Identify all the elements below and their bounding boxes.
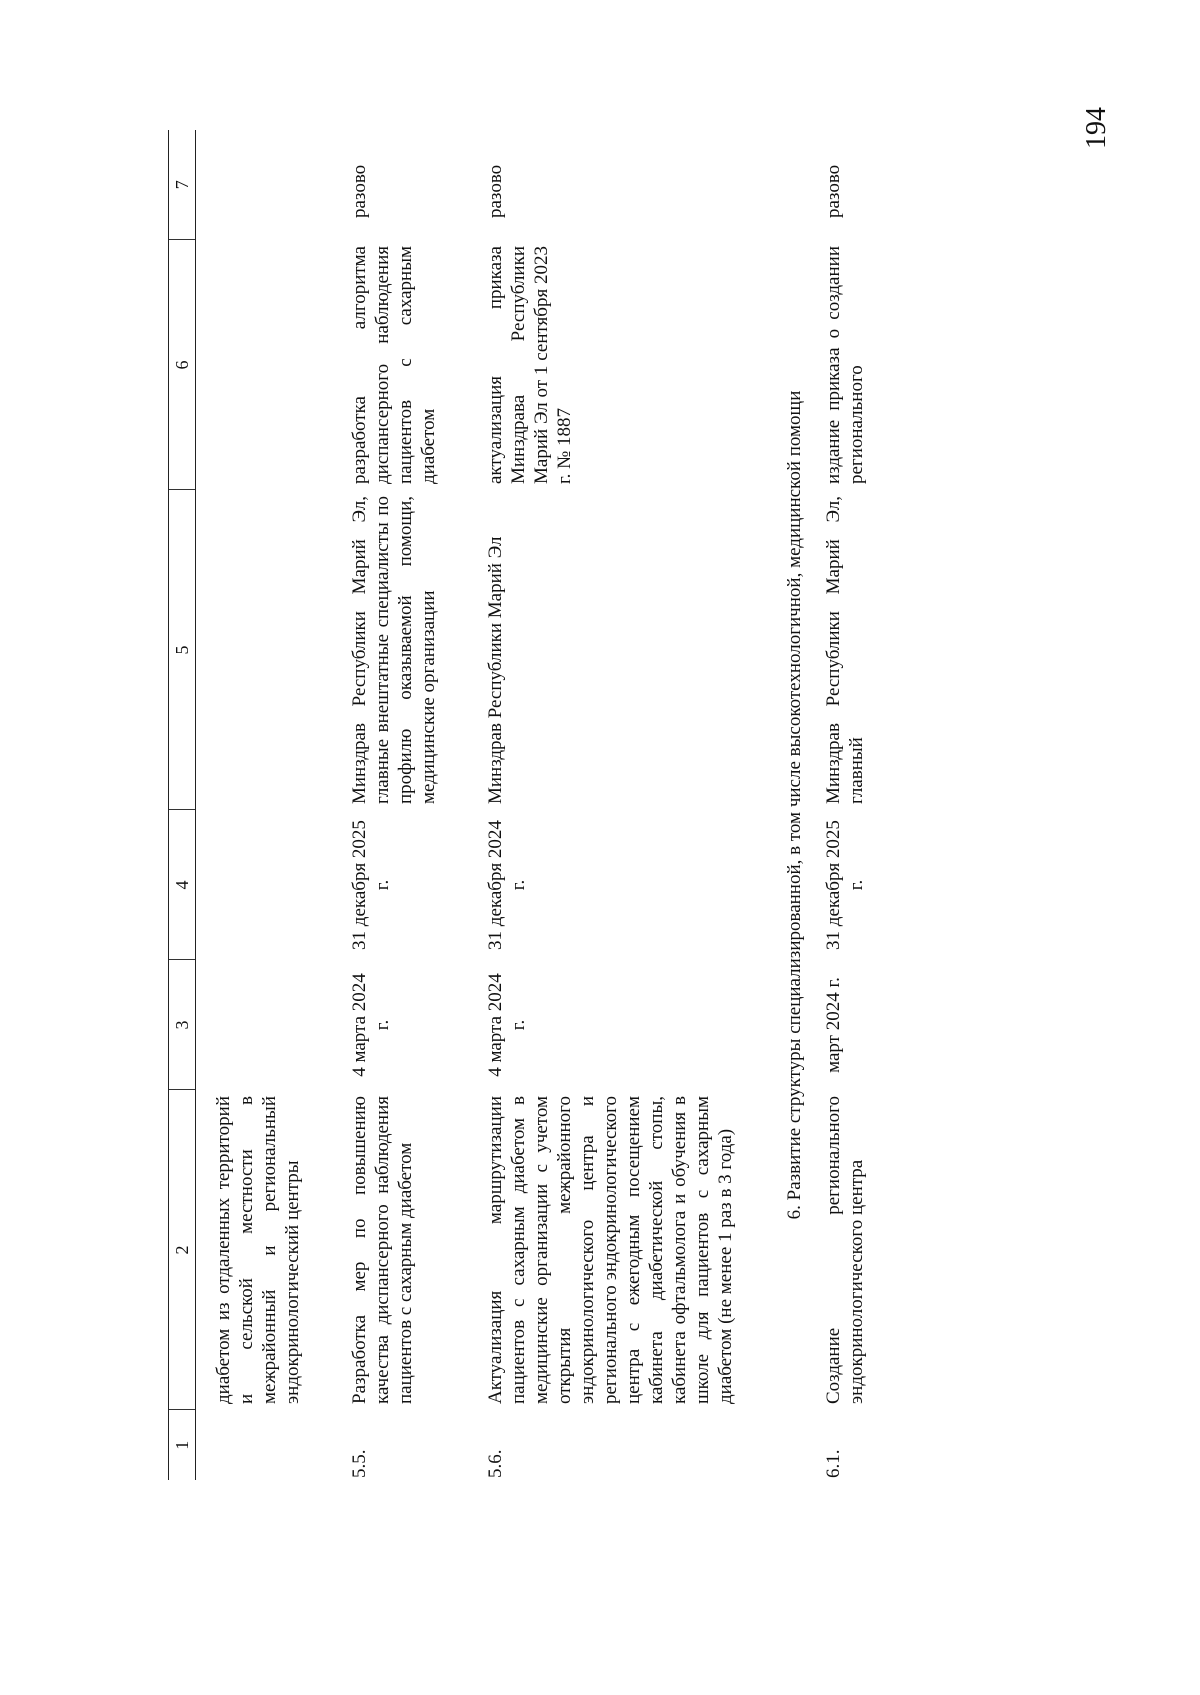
cell-responsible: Минздрав Республики Марий Эл, главный	[823, 496, 867, 804]
cell-start-date: 4 марта 2024 г.	[349, 973, 393, 1077]
table-row-continuation	[196, 130, 305, 1480]
cell-end-date: 31 декабря 2025 г.	[823, 820, 867, 950]
table-header-row	[169, 130, 196, 1480]
cell-frequency: разово	[823, 164, 844, 218]
table-row	[440, 130, 737, 1480]
column-header: 1	[169, 1410, 196, 1480]
table-row	[806, 130, 868, 1480]
column-header: 3	[169, 960, 196, 1090]
cell-result: актуализация приказа Минздрава Республики Марий Эл от 1 сентября 2023 г. № 1887	[485, 246, 575, 484]
section-heading-row	[737, 130, 806, 1480]
cell-number: 5.6.	[485, 1449, 506, 1478]
cell-responsible: Минздрав Республики Марий Эл	[485, 536, 506, 804]
cell-end-date: 31 декабря 2024 г.	[485, 820, 529, 950]
page-number: 194	[1081, 107, 1112, 149]
column-header: 4	[169, 810, 196, 960]
cell-measure: диабетом из отдаленных территорий и сельской местности в межрайонный и региональный эндокринологический центры	[213, 1096, 303, 1404]
cell-frequency: разово	[349, 164, 370, 218]
cell-result: издание приказа о создании регионального	[823, 246, 867, 484]
cell-measure: Актуализация маршрутизации пациентов с сахарным диабетом в медицинские организации с учетом открытия межрайонного эндокринологического центра и регионального эндокринологического центра с ежегодным посещением кабинета диабетической стопы, кабинета офтальмолога и обучения в школе для пациентов с сахарным диабетом (не менее 1 раз в 3 года)	[485, 1096, 736, 1404]
cell-responsible: Минздрав Республики Марий Эл, главные внештатные специалисты по профилю оказываемой помощи, медицинские организации	[349, 496, 439, 804]
cell-frequency: разово	[485, 164, 506, 218]
cell-result: разработка алгоритма диспансерного наблюдения пациентов с сахарным диабетом	[349, 246, 439, 484]
action-plan-table	[168, 130, 868, 1480]
table-row	[304, 130, 440, 1480]
column-header: 2	[169, 1090, 196, 1410]
column-header: 5	[169, 490, 196, 810]
rotated-sheet	[168, 130, 1128, 1480]
cell-start-date: 4 марта 2024 г.	[485, 973, 529, 1077]
cell-measure: Разработка мер по повышению качества диспансерного наблюдения пациентов с сахарным диабетом	[349, 1096, 416, 1404]
column-header: 6	[169, 240, 196, 490]
cell-measure: Создание регионального эндокринологического центра	[823, 1096, 867, 1404]
cell-number: 6.1.	[823, 1449, 844, 1478]
cell-end-date: 31 декабря 2025 г.	[349, 820, 393, 950]
cell-start-date: март 2024 г.	[823, 977, 844, 1073]
section-title: 6. Развитие структуры специализированной, в том числе высокотехнологичной, медицинской помощи	[784, 390, 805, 1220]
column-header: 7	[169, 130, 196, 240]
cell-number: 5.5.	[349, 1449, 370, 1478]
